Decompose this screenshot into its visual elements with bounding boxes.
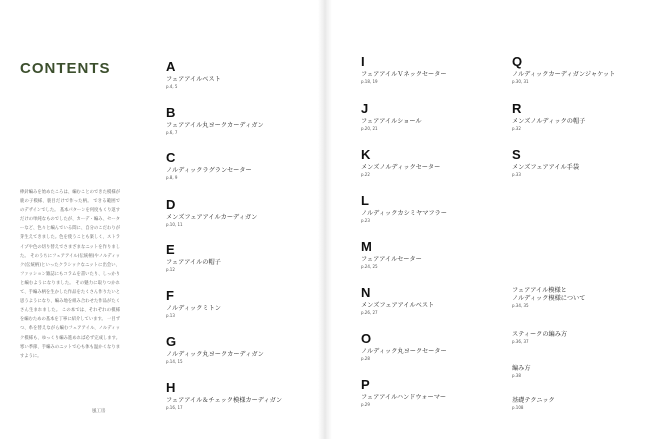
entry-letter: O xyxy=(361,331,372,346)
entry-title: フェアアイルセーター xyxy=(361,256,422,263)
extra-page: p.108 xyxy=(512,405,524,410)
entry-page: p.8, 9 xyxy=(166,175,178,180)
entry-letter: C xyxy=(166,150,176,165)
entry-letter: G xyxy=(166,334,177,349)
contents-entry-o[interactable] xyxy=(361,332,447,361)
entry-page: p.14, 15 xyxy=(166,359,183,364)
entry-page: p.33 xyxy=(512,172,521,177)
contents-entry-b[interactable] xyxy=(166,106,264,135)
entry-title: フェアアイルハンドウォーマー xyxy=(361,394,447,401)
entry-title: フェアアイルショール xyxy=(361,118,422,125)
entry-letter: I xyxy=(361,54,365,69)
entry-page: p.13 xyxy=(166,313,175,318)
entry-title: フェアアイルＶネックセーター xyxy=(361,71,447,78)
entry-title: ノルディックミトン xyxy=(166,305,221,312)
entry-title: ノルディック丸ヨークカーディガン xyxy=(166,351,264,358)
contents-entry-e[interactable] xyxy=(166,243,221,272)
entry-page: p.30, 31 xyxy=(512,79,529,84)
entry-title: ノルディック丸ヨークセーター xyxy=(361,348,447,355)
entry-letter: B xyxy=(166,105,176,120)
contents-entry-n[interactable] xyxy=(361,286,434,315)
entry-page: p.4, 5 xyxy=(166,84,178,89)
contents-entry-i[interactable] xyxy=(361,55,447,84)
entry-letter: M xyxy=(361,239,372,254)
contents-entry-g[interactable] xyxy=(166,335,264,364)
entry-letter: R xyxy=(512,101,522,116)
entry-page: p.29 xyxy=(361,402,370,407)
entry-letter: Q xyxy=(512,54,523,69)
contents-entry-d[interactable] xyxy=(166,198,257,227)
entry-title: フェアアイル＆チェック模様カーディガン xyxy=(166,397,283,404)
entry-title: メンズフェアアイルカーディガン xyxy=(166,214,258,221)
contents-entry-a[interactable] xyxy=(166,60,221,89)
extra-page: p.36, 37 xyxy=(512,339,529,344)
extra-page: p.34, 35 xyxy=(512,303,529,308)
entry-title: ノルディックカーディガンジャケット xyxy=(512,71,616,78)
contents-extra-how-to-knit[interactable] xyxy=(512,365,531,378)
entry-page: p.16, 17 xyxy=(166,405,183,410)
contents-entry-q[interactable] xyxy=(512,55,615,84)
entry-letter: D xyxy=(166,197,176,212)
entry-page: p.20, 21 xyxy=(361,126,378,131)
contents-entry-c[interactable] xyxy=(166,151,252,180)
contents-extra-steek[interactable] xyxy=(512,331,567,344)
entry-title: メンズフェアアイルベスト xyxy=(361,302,435,309)
entry-letter: E xyxy=(166,242,175,257)
extra-title: スティークの編み方 xyxy=(512,331,568,338)
extra-title: 編み方 xyxy=(512,365,531,372)
extra-title: 基礎テクニック xyxy=(512,397,555,404)
contents-entry-h[interactable] xyxy=(166,381,282,410)
entry-page: p.12 xyxy=(166,267,175,272)
entry-title: フェアアイル丸ヨークカーディガン xyxy=(166,122,264,129)
entry-page: p.23 xyxy=(361,218,370,223)
entry-page: p.24, 25 xyxy=(361,264,378,269)
contents-extra-patterns[interactable] xyxy=(512,287,585,308)
entry-letter: L xyxy=(361,193,369,208)
entry-title: ノルディックラグランセーター xyxy=(166,167,252,174)
extra-title: フェアアイル模様と ノルディック模様について xyxy=(512,287,586,302)
contents-extra-techniques[interactable] xyxy=(512,397,555,410)
intro-text: 棒針編みを始めたころは、編むことのできた模様が鹿の子模様、裏目だけで作った柄。 できる範囲でのデザインでした。 基本パターンを何度もくり返すだけの単純なものでしたが、カーデ・編み、セーターなど、色々と編んでいる間に、自分のこだわりが芽生えてきました。色を使うことも楽しく、ストライプや色の切り替えでさまざまなニットを作りました。 そのうちにフェアアイル(伝統柄)やノルディック(伝統柄)といったクラシックなニットに出会い、ファッション雑誌にもコラムを書いたり、しっかりと編むようになりました。 その魅力に取りつかれて、手編み柄を生かした作品をたくさん作りたいと思うようになり、編み地を組み合わせた作品がたくさん生まれました。 この本では、それぞれの模様を編むための基本を丁寧に紹介しています。 一目ずつ、糸を替えながら編むフェアアイル、ノルディック模様も、ゆっくり編み進めれば必ず完成します。 寒い季節、手編みのニットで心も体も温かくなりますように。 xyxy=(20,190,120,359)
entry-letter: H xyxy=(166,380,176,395)
entry-letter: P xyxy=(361,377,370,392)
entry-title: ノルディックカシミヤマフラー xyxy=(361,210,447,217)
entry-letter: N xyxy=(361,285,371,300)
entry-title: メンズノルディックセーター xyxy=(361,164,441,171)
entry-page: p.32 xyxy=(512,126,521,131)
page-title: CONTENTS xyxy=(20,60,111,77)
contents-entry-f[interactable] xyxy=(166,289,221,318)
extra-page: p.38 xyxy=(512,373,521,378)
entry-page: p.18, 19 xyxy=(361,79,378,84)
entry-title: メンズノルディックの帽子 xyxy=(512,118,586,125)
page-gutter xyxy=(318,0,332,439)
contents-entry-r[interactable] xyxy=(512,102,585,131)
entry-page: p.22 xyxy=(361,172,370,177)
entry-letter: A xyxy=(166,59,176,74)
entry-page: p.28 xyxy=(361,356,370,361)
contents-entry-s[interactable] xyxy=(512,148,579,177)
contents-entry-l[interactable] xyxy=(361,194,447,223)
contents-entry-m[interactable] xyxy=(361,240,422,269)
entry-page: p.10, 11 xyxy=(166,222,183,227)
entry-letter: F xyxy=(166,288,174,303)
entry-letter: J xyxy=(361,101,369,116)
author-signature: 風工房 xyxy=(92,409,106,414)
entry-title: フェアアイルの帽子 xyxy=(166,259,221,266)
entry-letter: K xyxy=(361,147,371,162)
entry-page: p.26, 27 xyxy=(361,310,378,315)
entry-letter: S xyxy=(512,147,521,162)
entry-title: メンズフェアアイル手袋 xyxy=(512,164,580,171)
entry-title: フェアアイルベスト xyxy=(166,76,221,83)
entry-page: p.6, 7 xyxy=(166,130,178,135)
contents-entry-j[interactable] xyxy=(361,102,422,131)
contents-entry-p[interactable] xyxy=(361,378,446,407)
contents-entry-k[interactable] xyxy=(361,148,440,177)
